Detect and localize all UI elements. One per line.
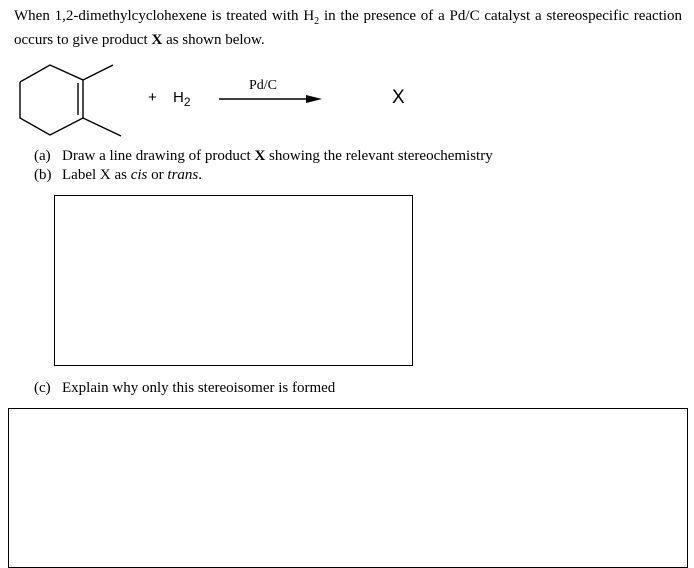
intro-paragraph: When 1,2-dimethylcyclohexene is treated with $H_2$ in the presence of a Pd/C catalyst a stereospecific reaction occurs to give product X as shown below. (14, 8, 682, 48)
answer-box-a[interactable] (54, 195, 413, 366)
product-x-bold: X (151, 32, 163, 48)
question-a: (a) Draw a line drawing of product X showing the relevant stereochemistry (34, 148, 493, 164)
catalyst-label: Pd/C (249, 78, 278, 93)
plus-sign: + (148, 89, 157, 106)
question-b: (b) Label X as cis or trans. (34, 167, 202, 183)
reaction-scheme (0, 52, 694, 152)
answer-box-c[interactable] (8, 408, 688, 568)
question-c: (c) Explain why only this stereoisomer is formed (34, 380, 336, 396)
product-x-label: X (392, 87, 405, 108)
dimethylcyclohexene-structure (20, 65, 121, 136)
reagent-h2: $H_2$ (173, 89, 191, 109)
reaction-arrow (219, 95, 322, 103)
subscript-2: 2 (314, 16, 320, 27)
